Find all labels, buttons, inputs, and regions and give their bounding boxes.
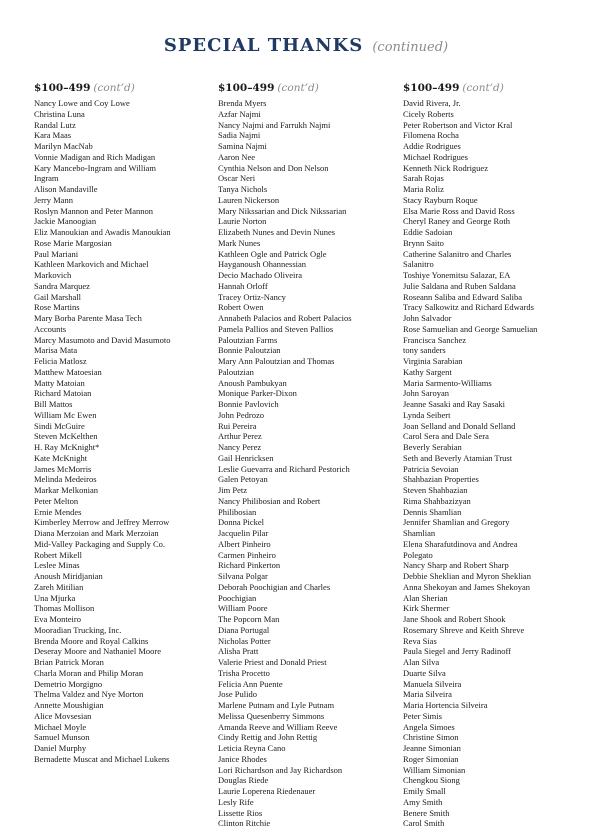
donor-name: Mary Nikssarian and Dick Nikssarian [218, 205, 347, 216]
donor-name: Polegato [403, 549, 433, 560]
donor-name: Rose Samuelian and George Samuelian [403, 323, 538, 334]
donor-name: Maria Hortencia Silveira [403, 700, 488, 710]
donor-name: Elizabeth Nunes and Devin Nunes [218, 227, 336, 237]
donor-name: Anoush Miridjanian [34, 571, 103, 581]
donor-name: tony sanders [403, 345, 446, 356]
donor-name: Ingram [34, 173, 59, 184]
donor-name: Rosemary Shreve and Keith Shreve [403, 624, 525, 635]
donor-name: Steven Shahbazian [403, 485, 468, 495]
donor-name: Azfar Najmi [218, 108, 261, 119]
donor-name: Rui Pereira [218, 420, 257, 431]
donor-name: William Mc Ewen [34, 409, 97, 420]
donor-name: Nancy Najmi and Farrukh Najmi [218, 119, 331, 130]
donor-name: Poochigian [218, 592, 257, 603]
donor-name: Virginia Sarabian [403, 356, 463, 366]
donor-name: Toshiye Yonemitsu Salazar, EA [403, 270, 511, 280]
donor-name: Robert Mikell [34, 549, 82, 560]
donor-name: Marisa Mata [34, 345, 78, 356]
donor-list [403, 98, 587, 829]
donor-name: Leticia Reyna Cano [218, 743, 286, 753]
donor-name: Lesly Rife [218, 796, 254, 807]
donor-name: Duarte Silva [403, 667, 446, 678]
donor-name: Brian Patrick Moran [34, 657, 104, 667]
donor-name: Roger Simonian [403, 753, 459, 764]
donor-name: Sindi McGuire [34, 420, 85, 431]
donor-name: Jane Shook and Robert Shook [403, 614, 506, 624]
donor-name: Silvana Polgar [218, 571, 268, 581]
donor-name: Mooradian Trucking, Inc. [34, 624, 122, 635]
donor-name: Bonnie Paloutzian [218, 345, 281, 356]
donor-name: Matty Matoian [34, 377, 85, 388]
donor-name: Shahbazian Properties [403, 474, 479, 485]
donor-name: Gail Henricksen [218, 452, 274, 463]
donor-name: Stacy Rayburn Roque [403, 194, 478, 205]
donor-name: Cindy Rettig and John Rettig [218, 732, 318, 743]
donor-name: Brenda Moore and Royal Calkins [34, 635, 149, 646]
donor-name: Felicia Matlosz [34, 356, 87, 366]
continued-label: (cont’d) [462, 82, 504, 94]
donor-name: Samuel Munson [34, 732, 90, 743]
donor-name: William Poore [218, 603, 268, 614]
donor-name: Jose Pulido [218, 689, 257, 700]
donor-column-2 [218, 79, 402, 829]
donor-name: Melissa Quesenberry Simmons [218, 710, 325, 721]
donor-name: Lauren Nickerson [218, 194, 280, 205]
donor-name: Marilyn MacNab [34, 141, 93, 151]
donor-name: Paloutzian Farms [218, 334, 278, 345]
donor-name: Francisca Sanchez [403, 334, 467, 345]
donor-name: Jeanne Sasaki and Ray Sasaki [403, 399, 505, 409]
column-heading [218, 79, 402, 97]
donor-name: Nancy Sharp and Robert Sharp [403, 560, 509, 571]
donor-name: Zareh Mitilian [34, 581, 84, 592]
donor-name: John Saroyan [403, 388, 450, 399]
donor-name: Randal Lutz [34, 119, 76, 130]
donor-name: Peter Robertson and Victor Kral [403, 119, 513, 130]
donor-name: Roslyn Mannon and Peter Mannon [34, 205, 153, 216]
donor-name: Kathleen Ogle and Patrick Ogle [218, 248, 327, 259]
title-continued: (continued) [372, 40, 449, 55]
donor-name: The Popcorn Man [218, 614, 280, 624]
donor-name: Matthew Matoesian [34, 366, 102, 377]
donor-name: Daniel Murphy [34, 743, 87, 753]
donor-list [34, 98, 218, 765]
donor-name: Melinda Medeiros [34, 474, 97, 485]
donor-name: Seth and Beverly Atamian Trust [403, 452, 513, 463]
donor-name: Lissette Rios [218, 807, 263, 818]
donor-name: Dennis Shamlian [403, 506, 462, 517]
page-title [0, 35, 612, 56]
donor-name: Steven McKelthen [34, 431, 98, 442]
donor-name: Chengkou Siong [403, 775, 460, 786]
donor-name: Julie Saldana and Ruben Saldana [403, 280, 516, 291]
donor-name: Marlene Putnam and Lyle Putnam [218, 700, 335, 710]
column-heading [403, 79, 587, 97]
donor-name: Bernadette Muscat and Michael Lukens [34, 753, 170, 764]
donor-name: Robert Owen [218, 302, 264, 313]
donor-name: Maria Silveira [403, 689, 452, 700]
donor-name: Kenneth Nick Rodriguez [403, 162, 488, 173]
donor-name: Nicholas Potter [218, 635, 271, 646]
donor-name: Deborah Poochigian and Charles [218, 581, 331, 592]
donor-name: Catherine Salanitro and Charles [403, 248, 512, 259]
donor-name: Sarah Rojas [403, 173, 444, 184]
column-heading [34, 79, 218, 97]
donor-name: Jackie Manoogian [34, 216, 97, 227]
donor-name: Sandra Marquez [34, 280, 90, 291]
donor-name: Rose Marie Margosian [34, 237, 112, 248]
donor-name: Leslie Guevarra and Richard Pestorich [218, 463, 350, 474]
donor-name: Tracy Salkowitz and Richard Edwards [403, 302, 534, 313]
donor-name: Christine Simon [403, 732, 459, 743]
donor-name: Janice Rhodes [218, 753, 267, 764]
donor-name: Amanda Reeve and William Reeve [218, 721, 338, 732]
donor-name: Alan Sherian [403, 592, 448, 603]
donor-name: Laurie Norton [218, 216, 267, 227]
donor-name: Christina Luna [34, 108, 85, 119]
donor-name: Trisha Procetto [218, 667, 270, 678]
donor-name: Jennifer Shamlian and Gregory [403, 517, 510, 528]
donor-name: Peter Simis [403, 710, 442, 721]
donor-name: Galen Petoyan [218, 474, 268, 485]
donor-name: Patricia Sevoian [403, 463, 459, 474]
donor-name: Jeanne Simonian [403, 743, 461, 753]
donor-name: Diana Portugal [218, 624, 270, 635]
donor-name: William Simonian [403, 764, 466, 775]
donor-name: Donna Pickel [218, 517, 265, 528]
donor-name: Carmen Pinheiro [218, 549, 276, 560]
donor-name: Mid-Valley Packaging and Supply Co. [34, 538, 166, 549]
donor-name: Carol Smith [403, 818, 445, 829]
donor-name: Felicia Ann Puente [218, 678, 283, 689]
donor-name: Cicely Roberts [403, 108, 454, 119]
donor-name: Kathleen Markovich and Michael [34, 259, 149, 270]
donor-name: Jim Petz [218, 485, 248, 495]
donor-name: Samina Najmi [218, 141, 267, 151]
donor-name: Cynthia Nelson and Don Nelson [218, 162, 329, 173]
donor-name: Cheryl Raney and George Roth [403, 216, 511, 227]
donor-name: Emily Small [403, 786, 446, 796]
donor-name: Philibosian [218, 506, 257, 517]
donor-name: Amy Smith [403, 796, 443, 807]
donor-name: Maria Sarmento-Williams [403, 377, 492, 388]
donor-name: Benere Smith [403, 807, 450, 818]
donor-name: Richard Pinkerton [218, 560, 281, 571]
donor-list [218, 98, 402, 829]
donor-name: Tanya Nichols [218, 184, 268, 194]
donor-name: Paul Mariani [34, 248, 79, 259]
donor-name: John Salvador [403, 313, 452, 323]
donor-name: Brenda Myers [218, 98, 267, 108]
donor-column-1 [34, 79, 218, 765]
donation-range: $100–499 [218, 82, 275, 94]
donor-name: Annette Moushigian [34, 700, 104, 710]
donor-name: Roseann Saliba and Edward Saliba [403, 291, 522, 302]
donor-name: Eliz Manoukian and Awadis Manoukian [34, 227, 171, 237]
donor-name: Kate McKnight [34, 452, 88, 463]
donor-name: Arthur Perez [218, 431, 262, 442]
donor-name: Gail Marshall [34, 291, 81, 302]
donor-name: Elsa Marie Ross and David Ross [403, 205, 515, 216]
donor-name: H. Ray McKnight* [34, 442, 100, 452]
donor-name: Kary Mancebo-Ingram and William [34, 162, 157, 173]
donor-name: Maria Roliz [403, 184, 444, 194]
donor-name: Pamela Pallios and Steven Pallios [218, 323, 334, 334]
donor-name: Elena Sharafutdinova and Andrea [403, 538, 518, 549]
donor-name: Una Mjurka [34, 592, 76, 603]
donor-name: Deseray Moore and Nathaniel Moore [34, 646, 161, 657]
donor-name: Hannah Orloff [218, 280, 268, 291]
donor-name: Jacquelin Pilar [218, 528, 269, 538]
donor-name: Eddie Sadoian [403, 227, 453, 237]
donor-name: Lynda Seibert [403, 409, 451, 420]
donor-name: Rima Shahbazizyan [403, 495, 471, 506]
donor-name: Addie Rodrigues [403, 141, 461, 151]
donor-name: Markar Melkonian [34, 485, 98, 495]
donor-name: Alice Movsesian [34, 710, 92, 721]
donor-name: Alisha Pratt [218, 646, 259, 657]
donor-name: Salanitro [403, 259, 434, 270]
donor-name: Filomena Rocha [403, 130, 459, 141]
donor-name: Shamlian [403, 528, 436, 538]
donor-column-3 [403, 79, 587, 829]
donor-name: Albert Pinheiro [218, 538, 271, 549]
donor-name: Monique Parker-Dixon [218, 388, 297, 399]
donor-name: Kara Maas [34, 130, 72, 141]
donor-name: Debbie Sheklian and Myron Sheklian [403, 571, 531, 581]
donor-name: Manuela Silveira [403, 678, 462, 689]
donor-name: Vonnie Madigan and Rich Madigan [34, 151, 156, 162]
donor-name: David Rivera, Jr. [403, 98, 461, 108]
donor-name: Bonnie Pavlovich [218, 399, 279, 409]
donor-name: Ernie Mendes [34, 506, 82, 517]
donor-name: Brynn Saito [403, 237, 444, 248]
donor-name: Joan Selland and Donald Selland [403, 420, 516, 431]
donor-name: John Pedrozo [218, 409, 265, 420]
donor-name: Markovich [34, 270, 72, 280]
donor-name: Peter Melton [34, 495, 79, 506]
donor-name: Mary Ann Paloutzian and Thomas [218, 356, 335, 366]
donor-name: Thomas Mollison [34, 603, 95, 614]
donor-name: Diana Merzoian and Mark Merzoian [34, 528, 159, 538]
donor-name: Laurie Loperena Riedenauer [218, 786, 316, 796]
donor-name: Kirk Shermer [403, 603, 450, 614]
donor-name: Beverly Serabian [403, 442, 462, 452]
donor-name: Tracey Ortiz-Nancy [218, 291, 286, 302]
donor-name: Leslee Minas [34, 560, 80, 571]
donor-name: Demetrio Morgigno [34, 678, 103, 689]
donor-name: Lori Richardson and Jay Richardson [218, 764, 343, 775]
donor-name: Decio Machado Oliveira [218, 270, 303, 280]
continued-label: (cont’d) [93, 82, 135, 94]
donor-name: Jerry Mann [34, 194, 73, 205]
donor-name: Mark Nunes [218, 237, 261, 248]
donor-name: Michael Moyle [34, 721, 87, 732]
donor-name: Eva Monteiro [34, 614, 81, 624]
donor-name: Angela Simoes [403, 721, 455, 732]
title-main: SPECIAL THANKS [163, 35, 364, 56]
donor-name: Marcy Masumoto and David Masumoto [34, 334, 171, 345]
donor-name: Reva Sias [403, 635, 437, 646]
donor-name: Charla Moran and Philip Moran [34, 667, 144, 678]
donor-name: Richard Matoian [34, 388, 92, 399]
donor-name: Nancy Lowe and Coy Lowe [34, 98, 130, 108]
donor-name: Anoush Pambukyan [218, 377, 287, 388]
donor-name: Kathy Sargent [403, 366, 452, 377]
donor-name: Valerie Priest and Donald Priest [218, 657, 327, 667]
donation-range: $100–499 [34, 82, 91, 94]
donor-name: Thelma Valdez and Nye Morton [34, 689, 144, 700]
donor-name: James McMorris [34, 463, 92, 474]
donor-name: Clinton Ritchie [218, 818, 271, 829]
donor-name: Mary Borba Parente Masa Tech [34, 313, 142, 323]
donor-name: Aaron Nee [218, 151, 256, 162]
donor-name: Carol Sera and Dale Sera [403, 431, 489, 442]
donor-name: Rose Martins [34, 302, 80, 313]
donor-name: Douglas Riede [218, 775, 269, 786]
continued-label: (cont’d) [277, 82, 319, 94]
donor-name: Nancy Philibosian and Robert [218, 495, 321, 506]
donor-name: Paloutzian [218, 366, 254, 377]
donor-name: Alan Silva [403, 657, 440, 667]
donor-name: Oscar Neri [218, 173, 256, 184]
donor-name: Hayganoush Ohannessian [218, 259, 307, 270]
donor-name: Annabeth Palacios and Robert Palacios [218, 313, 352, 323]
donation-range: $100–499 [403, 82, 460, 94]
donor-name: Paula Siegel and Jerry Radinoff [403, 646, 511, 657]
donor-name: Accounts [34, 323, 67, 334]
donor-name: Nancy Perez [218, 442, 262, 452]
donor-name: Sadia Najmi [218, 130, 261, 141]
donor-name: Anna Shekoyan and James Shekoyan [403, 581, 531, 592]
donor-name: Kimberley Merrow and Jeffrey Merrow [34, 517, 170, 528]
donor-name: Michael Rodrigues [403, 151, 468, 162]
donor-name: Bill Mattos [34, 399, 73, 409]
donor-name: Alison Mandaville [34, 184, 98, 194]
